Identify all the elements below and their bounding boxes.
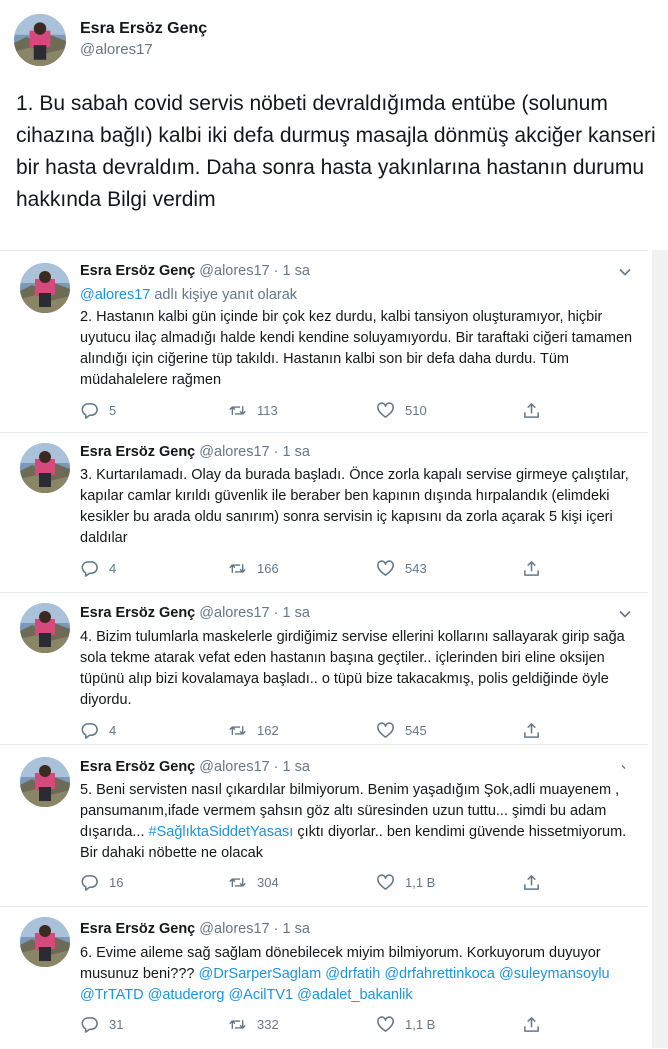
avatar[interactable] [14, 14, 66, 66]
tweet-actions [80, 401, 550, 423]
author-handle[interactable]: @alores17 [199, 605, 270, 621]
mention-link[interactable]: @adalet_bakanlik [297, 987, 413, 1003]
share-button[interactable] [522, 721, 541, 740]
tweet-actions [80, 559, 550, 581]
mention-link[interactable]: @DrSarperSaglam [198, 966, 322, 982]
share-icon [522, 873, 541, 892]
timestamp[interactable]: · 1 sa [269, 444, 310, 460]
retweet-icon [228, 873, 247, 892]
author-handle[interactable]: @alores17 [80, 41, 153, 58]
reply-count: 31 [109, 1017, 124, 1032]
mention-link[interactable]: @drfahrettinkoca [384, 966, 495, 982]
share-icon [522, 559, 541, 578]
mention-link[interactable]: @atuderorg [147, 987, 225, 1003]
avatar[interactable] [20, 443, 70, 493]
tweet-text: 1. Bu sabah covid servis nöbeti devraldığımda entübe (solunum cihazına bağlı) kalbi iki defa durmuş masajla dönmüş akciğer kanseri bir hasta devraldım. Daha sonra hasta yakınlarına hastanın durumu hakkında Bilgi verdim [16, 92, 656, 211]
reply-context [80, 287, 297, 303]
heart-icon [376, 1015, 395, 1034]
author-handle[interactable]: @alores17 [199, 921, 270, 937]
retweet-icon [228, 721, 247, 740]
mention-link[interactable]: @suleymansoylu [498, 966, 610, 982]
retweet-count: 304 [257, 875, 279, 890]
retweet-count: 332 [257, 1017, 279, 1032]
heart-icon [376, 873, 395, 892]
tweet-text-part: 6. Evime aileme sağ sağlam dönebilecek miyim bilmiyorum. Korkuyorum duyuyor musunuz beni??? [80, 945, 601, 982]
hashtag-link[interactable]: #SağlıktaSiddetYasası [148, 824, 294, 840]
reply-tweet[interactable] [0, 744, 648, 907]
mention-link[interactable]: @alores17 [80, 287, 151, 303]
reply-count: 5 [109, 403, 117, 418]
tweet-text [80, 943, 636, 1006]
avatar[interactable] [20, 917, 70, 967]
share-icon [522, 401, 541, 420]
share-icon [522, 1015, 541, 1034]
author-handle[interactable]: @alores17 [199, 444, 270, 460]
retweet-button[interactable] [228, 873, 279, 892]
timestamp[interactable]: · 1 sa [269, 605, 310, 621]
tweet-actions [80, 873, 550, 895]
retweet-button[interactable] [228, 721, 279, 740]
author-name[interactable]: Esra Ersöz Genç [80, 263, 196, 279]
tweet-text: 3. Kurtarılamadı. Olay da burada başladı. Önce zorla kapalı servise girmeye çalıştılar, kapılar camlar kırıldı güvenlik ile beraber ben kapının dışında hırpalandık (elimdeki kesikler bu arada oldu sanırım) sonra servisin iç kapısını da zorla açarak 5 kişi içeri daldılar [80, 467, 629, 546]
reply-count: 4 [109, 723, 117, 738]
author-name[interactable]: Esra Ersöz Genç [80, 605, 196, 621]
reply-icon [80, 1015, 99, 1034]
reply-icon [80, 873, 99, 892]
retweet-button[interactable] [228, 1015, 279, 1034]
retweet-button[interactable] [228, 401, 278, 420]
author-handle[interactable]: @alores17 [199, 263, 270, 279]
retweet-count: 166 [257, 561, 279, 576]
reply-icon [80, 559, 99, 578]
like-count: 1,1 B [405, 875, 436, 890]
retweet-count: 162 [257, 723, 279, 738]
like-button[interactable] [376, 1015, 435, 1034]
share-button[interactable] [522, 873, 541, 892]
retweet-button[interactable] [228, 559, 279, 578]
like-button[interactable] [376, 873, 435, 892]
tweet-header [80, 759, 310, 775]
reply-icon [80, 401, 99, 420]
chevron-down-icon[interactable] [618, 265, 632, 279]
retweet-icon [228, 401, 247, 420]
like-button[interactable] [376, 721, 427, 740]
reply-tweet[interactable] [0, 906, 648, 1049]
reply-count: 16 [109, 875, 124, 890]
heart-icon [376, 401, 395, 420]
mention-link[interactable]: @drfatih [325, 966, 381, 982]
avatar[interactable] [20, 263, 70, 313]
tweet-text-part: 5. Beni servisten nasıl çıkardılar bilmiyorum. Benim yaşadığım Şok,adli muayenem , pansumanım,ifade vermem şahsın göz altı süresinden uzun tuttu... şimdi bu adam dışarıda... [80, 782, 620, 840]
reply-button[interactable] [80, 873, 123, 892]
like-count: 510 [405, 403, 427, 418]
share-icon [522, 721, 541, 740]
chevron-down-icon[interactable] [618, 761, 632, 775]
reply-context-text: adlı kişiye yanıt olarak [150, 287, 298, 303]
avatar[interactable] [20, 603, 70, 653]
reply-button[interactable] [80, 721, 116, 740]
like-button[interactable] [376, 401, 427, 420]
tweet-actions [80, 721, 550, 743]
tweet-text [80, 780, 636, 864]
tweet-text-part: çıktı diyorlar.. ben kendimi güvende hissetmiyorum. Bir dahaki nöbette ne olacak [80, 824, 627, 861]
scrollbar-track[interactable] [652, 250, 668, 1048]
tweet-text: 2. Hastanın kalbi gün içinde bir çok kez durdu, kalbi tansiyon oluşturamıyor, hiçbir uyutucu ilaç almadığı halde kendi kendine soluyamıyordu. Bir taraftaki ciğeri tamamen alındığı için ciğerine tüp takıldı. Hastanın kalbi son bir defa daha durdu. Tüm müdahalelere rağmen [80, 309, 633, 388]
share-button[interactable] [522, 559, 541, 578]
tweet-header [80, 605, 310, 621]
retweet-icon [228, 1015, 247, 1034]
timestamp[interactable]: · 1 sa [269, 759, 310, 775]
mention-link[interactable]: @AcilTV1 [228, 987, 294, 1003]
heart-icon [376, 559, 395, 578]
share-button[interactable] [522, 401, 541, 420]
reply-tweet[interactable] [0, 592, 648, 745]
tweet-header [80, 263, 310, 279]
reply-button[interactable] [80, 559, 116, 578]
author-name[interactable]: Esra Ersöz Genç [80, 444, 196, 460]
author-handle[interactable]: @alores17 [199, 759, 270, 775]
reply-icon [80, 721, 99, 740]
like-count: 545 [405, 723, 427, 738]
reply-button[interactable] [80, 401, 116, 420]
retweet-icon [228, 559, 247, 578]
heart-icon [376, 721, 395, 740]
tweet-header [80, 444, 310, 460]
like-count: 1,1 B [405, 1017, 436, 1032]
tweet-actions [80, 1015, 550, 1037]
main-tweet [0, 0, 668, 250]
reply-tweet[interactable] [0, 250, 648, 433]
reply-tweet[interactable] [0, 432, 648, 593]
mention-link[interactable]: @TrTATD [80, 987, 144, 1003]
timestamp[interactable]: · 1 sa [269, 921, 310, 937]
share-button[interactable] [522, 1015, 541, 1034]
like-button[interactable] [376, 559, 427, 578]
timestamp[interactable]: · 1 sa [269, 263, 310, 279]
author-name[interactable]: Esra Ersöz Genç [80, 921, 196, 937]
author-name[interactable]: Esra Ersöz Genç [80, 20, 208, 37]
tweet-header [80, 921, 310, 937]
avatar[interactable] [20, 757, 70, 807]
chevron-down-icon[interactable] [618, 607, 632, 621]
reply-count: 4 [109, 561, 117, 576]
reply-button[interactable] [80, 1015, 123, 1034]
tweet-text: 4. Bizim tulumlarla maskelerle girdiğimiz servise ellerini kollarını sallayarak girip sağa sola tekme atarak vefat eden hastanın başına geçtiler.. içlerinden biri eline oksijen tüpünü alıp bizi kovalamaya başladı.. o tüpü bize takacakmış, polis geldiğinde öyle diyordu. [80, 629, 625, 708]
author-name[interactable]: Esra Ersöz Genç [80, 759, 196, 775]
retweet-count: 113 [257, 403, 278, 418]
like-count: 543 [405, 561, 427, 576]
